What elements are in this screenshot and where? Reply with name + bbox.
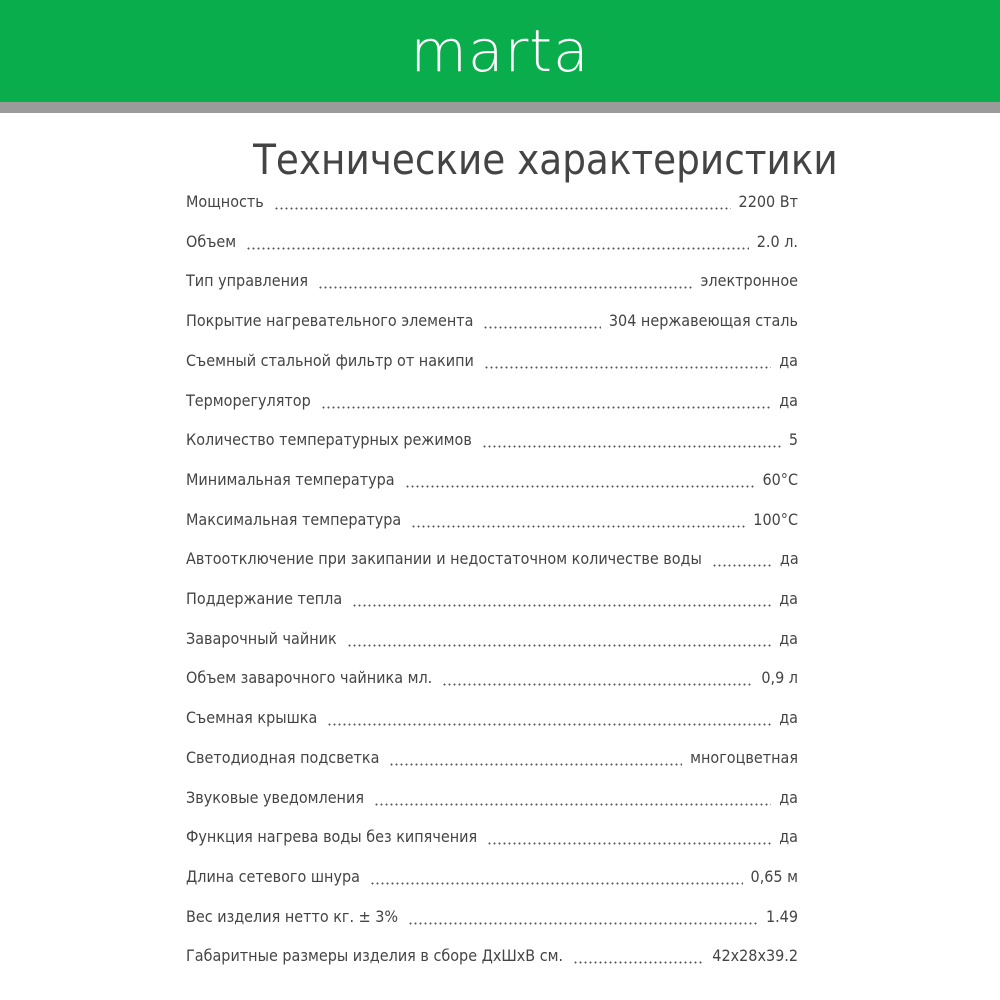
spec-value: да (779, 350, 798, 370)
spec-value: многоцветная (690, 747, 798, 767)
spec-label: Минимальная температура (186, 469, 395, 489)
spec-row-temperature-modes (186, 424, 798, 464)
dot-leader (318, 286, 693, 289)
dot-leader (389, 763, 682, 766)
spec-label: Звуковые уведомления (186, 787, 364, 807)
spec-value: 2200 Вт (738, 192, 798, 211)
brand-logo: marta (410, 17, 590, 85)
spec-label: Габаритные размеры изделия в сборе ДхШхВ см. (186, 946, 564, 966)
header-bar (0, 0, 1000, 102)
dot-leader (347, 644, 772, 647)
dot-leader (327, 723, 771, 726)
spec-row-net-weight (186, 901, 798, 941)
dot-leader (246, 247, 749, 250)
spec-label: Длина сетевого шнура (186, 866, 360, 886)
spec-row-removable-lid (186, 702, 798, 742)
dot-leader (408, 922, 758, 925)
spec-row-heat-without-boil (186, 821, 798, 861)
spec-row-power (186, 186, 798, 226)
spec-label: Поддержание тепла (186, 589, 343, 608)
spec-value: 100°C (753, 509, 798, 529)
dot-leader (482, 445, 781, 448)
spec-value: да (779, 628, 798, 648)
spec-label: Светодиодная подсветка (186, 747, 380, 767)
spec-value: да (779, 549, 799, 569)
spec-row-keep-warm (186, 583, 798, 623)
spec-label: Мощность (186, 192, 264, 211)
spec-row-teapot-volume (186, 662, 798, 702)
spec-value: электронное (700, 271, 798, 291)
spec-label: Объем (186, 231, 237, 251)
spec-value: 42x28x39.2 (712, 946, 798, 966)
spec-value: 304 нержавеющая сталь (608, 311, 798, 331)
spec-value: 0,9 л (761, 668, 798, 688)
dot-leader (483, 326, 600, 329)
spec-label: Вес изделия нетто кг. ± 3% (186, 906, 399, 926)
spec-value: да (779, 787, 798, 807)
spec-row-max-temperature (186, 504, 798, 544)
spec-value: 60°C (762, 469, 798, 489)
page-title: Технические характеристики (253, 135, 838, 184)
spec-value: да (779, 390, 798, 410)
dot-leader (370, 882, 743, 885)
spec-label: Функция нагрева воды без кипячения (186, 827, 478, 847)
spec-label: Заварочный чайник (186, 628, 337, 648)
spec-row-teapot (186, 623, 798, 663)
spec-value: 2.0 л. (756, 231, 798, 251)
spec-row-thermostat (186, 385, 798, 425)
spec-row-sound-alerts (186, 782, 798, 822)
spec-value: 5 (788, 430, 798, 450)
spec-row-led-backlight (186, 742, 798, 782)
dot-leader (411, 525, 745, 528)
spec-label: Максимальная температура (186, 509, 402, 529)
dot-leader (487, 842, 771, 845)
spec-label: Автоотключение при закипании и недостаточном количестве воды (186, 549, 702, 569)
spec-value: 1.49 (765, 906, 798, 926)
spec-value: да (779, 589, 798, 608)
spec-row-dimensions (186, 940, 798, 980)
dot-leader (405, 485, 755, 488)
spec-label: Количество температурных режимов (186, 430, 472, 450)
spec-row-cord-length (186, 861, 798, 901)
dot-leader (442, 683, 753, 686)
spec-row-min-temperature (186, 464, 798, 504)
spec-label: Покрытие нагревательного элемента (186, 311, 474, 331)
dot-leader (484, 366, 771, 369)
header-divider (0, 102, 1000, 113)
spec-row-scale-filter (186, 345, 798, 385)
spec-value: 0,65 м (750, 866, 798, 886)
spec-label: Съемная крышка (186, 708, 318, 728)
spec-value: да (779, 708, 798, 728)
spec-row-control-type (186, 265, 798, 305)
dot-leader (573, 961, 704, 964)
dot-leader (274, 207, 731, 210)
dot-leader (321, 406, 772, 409)
dot-leader (374, 803, 771, 806)
dot-leader (352, 604, 771, 607)
spec-label: Тип управления (186, 271, 308, 291)
spec-label: Съемный стальной фильтр от накипи (186, 350, 474, 370)
spec-row-volume (186, 226, 798, 266)
spec-label: Терморегулятор (186, 390, 311, 410)
spec-row-auto-shutoff (186, 543, 798, 583)
spec-row-heating-element (186, 305, 798, 345)
dot-leader (712, 564, 772, 567)
spec-label: Объем заварочного чайника мл. (186, 668, 433, 688)
spec-value: да (779, 827, 798, 847)
